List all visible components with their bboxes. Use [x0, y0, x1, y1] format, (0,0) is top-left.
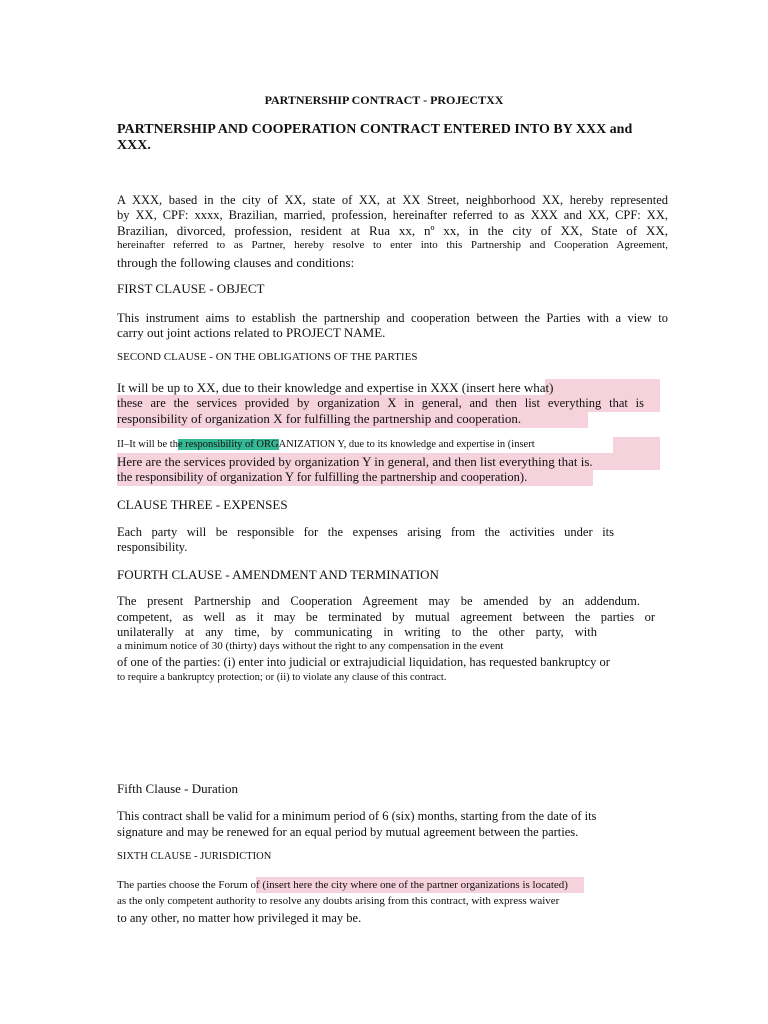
clause-heading: SIXTH CLAUSE - JURISDICTION: [117, 851, 272, 862]
clause-text-line: [117, 440, 535, 451]
clause-heading: CLAUSE THREE - EXPENSES: [117, 497, 288, 512]
highlight-block: [613, 437, 660, 454]
clause-text-line: a minimum notice of 30 (thirty) days without the right to any compensation in the event: [117, 640, 504, 652]
clause-text-line: responsibility of organization X for fulfilling the partnership and cooperation.: [117, 411, 522, 426]
clause-text-line: unilaterally at any time, by communicating in writing to the other party, with: [117, 625, 597, 639]
intro-line: hereinafter referred to as Partner, hereby resolve to enter into this Partnership and Cooperation Agreement,: [117, 239, 668, 251]
main-heading-line: PARTNERSHIP AND COOPERATION CONTRACT ENTERED INTO BY XXX and: [117, 122, 633, 137]
clause-heading: FOURTH CLAUSE - AMENDMENT AND TERMINATION: [117, 567, 439, 582]
intro-line: by XX, CPF: xxxx, Brazilian, married, profession, hereinafter referred to as XXX and XX, CPF: XX,: [117, 208, 668, 222]
clause-text-line: This contract shall be valid for a minimum period of 6 (six) months, starting from the date of its: [117, 809, 597, 823]
document-title: PARTNERSHIP CONTRACT - PROJECTXX: [264, 93, 504, 107]
clause-text-line: The present Partnership and Cooperation Agreement may be amended by an addendum.: [117, 594, 640, 608]
clause-heading: Fifth Clause - Duration: [117, 781, 238, 796]
highlight-block: [545, 379, 660, 396]
teal-highlight: e responsibility of ORG: [177, 439, 279, 450]
clause-text-line: to require a bankruptcy protection; or (ii) to violate any clause of this contract.: [117, 672, 447, 683]
text-segment: The parties choose the Forum o: [117, 879, 256, 891]
clause-text-line: It will be up to XX, due to their knowledge and expertise in XXX (insert here what): [117, 380, 554, 395]
clause-text-line: of one of the parties: (i) enter into judicial or extrajudicial liquidation, has requested bankruptcy or: [117, 655, 610, 669]
clause-text-line: as the only competent authority to resolve any doubts arising from this contract, with express waiver: [117, 895, 560, 907]
clause-text-line: to any other, no matter how privileged it may be.: [117, 911, 362, 925]
clause-text-line: This instrument aims to establish the partnership and cooperation between the Parties with a view to: [117, 311, 668, 325]
intro-line: through the following clauses and conditions:: [117, 255, 355, 270]
text-segment: ANIZATION Y, due to its knowledge and expertise in (insert: [278, 439, 535, 450]
clause-text-line: competent, as well as it may be terminated by mutual agreement between the parties or: [117, 610, 655, 624]
clause-text-line: the responsibility of organization Y for fulfilling the partnership and cooperation).: [117, 470, 528, 484]
intro-line: A XXX, based in the city of XX, state of XX, at XX Street, neighborhood XX, hereby represented: [117, 193, 668, 207]
clause-heading: SECOND CLAUSE - ON THE OBLIGATIONS OF THE PARTIES: [117, 351, 418, 363]
clause-text-line: carry out joint actions related to PROJECT NAME.: [117, 325, 386, 340]
clause-text-line: [117, 880, 584, 891]
main-heading-line: XXX.: [117, 138, 151, 153]
text-segment: II–It will be th: [117, 439, 178, 450]
clause-text-line: Here are the services provided by organization Y in general, and then list everything that is.: [117, 454, 593, 469]
clause-text-line: responsibility.: [117, 540, 188, 554]
clause-text-line: signature and may be renewed for an equal period by mutual agreement between the parties.: [117, 825, 579, 839]
clause-heading: FIRST CLAUSE - OBJECT: [117, 281, 265, 296]
clause-text-line: Each party will be responsible for the expenses arising from the activities under its: [117, 525, 614, 539]
clause-text-line: these are the services provided by organization X in general, and then list everything that is: [117, 396, 644, 410]
pink-highlight: f (insert here the city where one of the partner organizations is located): [256, 877, 584, 893]
intro-line: Brazilian, divorced, profession, resident at Rua xx, nº xx, in the city of XX, State of XX,: [117, 223, 668, 238]
